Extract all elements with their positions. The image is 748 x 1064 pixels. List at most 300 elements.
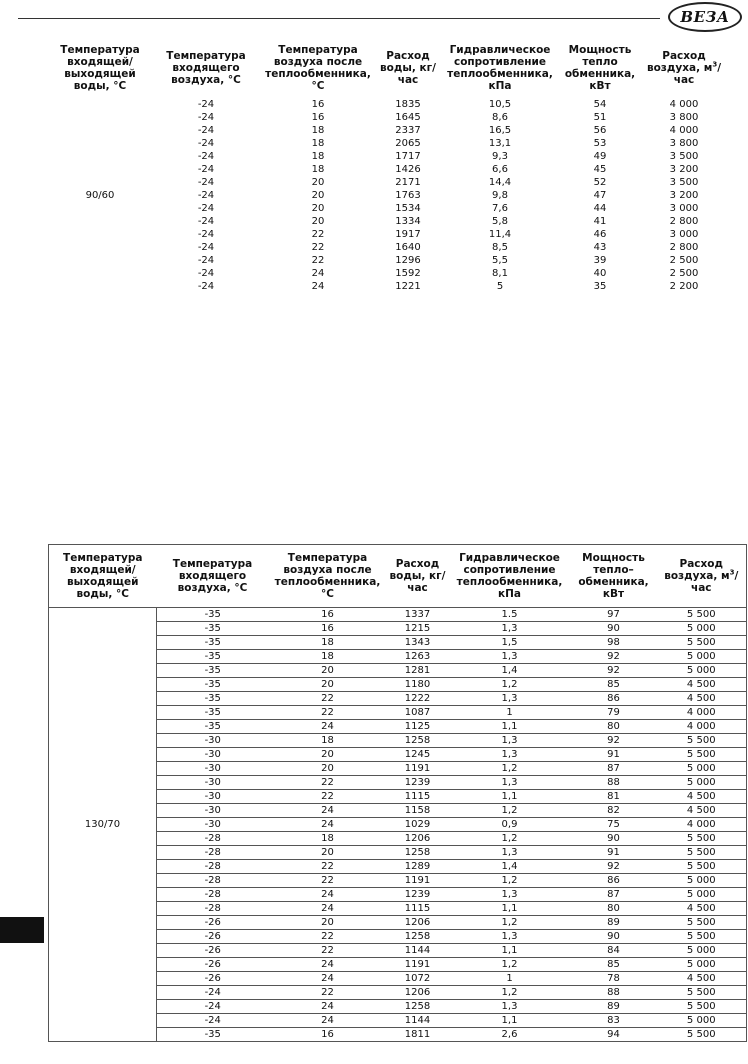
table-cell: 1263	[387, 650, 449, 664]
table-cell: 94	[571, 1028, 657, 1042]
table-cell: 4 500	[657, 692, 747, 706]
table-cell: 5 500	[657, 748, 747, 762]
table-cell: 1289	[387, 860, 449, 874]
table-cell: 90	[571, 930, 657, 944]
table-cell: 1811	[387, 1028, 449, 1042]
table-cell: 9,3	[492, 151, 508, 162]
table-cell: -35	[157, 720, 269, 734]
table-cell: 5 500	[657, 930, 747, 944]
table-cell: -35	[157, 1028, 269, 1042]
table-cell: 5 500	[657, 832, 747, 846]
table-cell: 18	[269, 636, 387, 650]
table-cell: 18	[269, 650, 387, 664]
table-cell: 5 000	[657, 1014, 747, 1028]
table-cell: 1158	[387, 804, 449, 818]
heat-exchanger-table-90-60	[48, 38, 728, 293]
table-cell: -24	[197, 203, 215, 214]
table-row	[48, 98, 728, 111]
table-cell: -24	[197, 281, 215, 292]
table-cell: 18	[269, 832, 387, 846]
table-cell: -28	[157, 846, 269, 860]
table-cell: 1,1	[449, 790, 571, 804]
table2-header-row	[49, 545, 747, 608]
table-cell: -24	[197, 125, 215, 136]
table-cell: -30	[157, 762, 269, 776]
table-cell: 41	[593, 216, 607, 227]
table-cell: 88	[571, 986, 657, 1000]
table-cell: 5 000	[657, 888, 747, 902]
table-cell: 5 500	[657, 608, 747, 622]
table-cell: 22	[269, 986, 387, 1000]
table-cell: 20	[311, 216, 325, 227]
table-cell: 4 000	[657, 720, 747, 734]
table-cell: -24	[157, 986, 269, 1000]
table-cell: 91	[571, 748, 657, 762]
column-header: Температура входящей/ выходящей воды, °С	[49, 545, 157, 608]
table-cell: 16	[311, 112, 325, 123]
table-cell: 1144	[387, 1014, 449, 1028]
table-cell: 1180	[387, 678, 449, 692]
column-header: Расход воды, кг/час	[380, 50, 436, 86]
table-cell: 40	[593, 268, 607, 279]
table-cell: 80	[571, 720, 657, 734]
table-cell: 1206	[387, 916, 449, 930]
table-cell: -24	[197, 255, 215, 266]
table-cell: 4 500	[657, 902, 747, 916]
table-cell: 1,3	[449, 888, 571, 902]
table-cell: 22	[269, 692, 387, 706]
table-cell: 22	[311, 242, 325, 253]
heat-exchanger-table-130-70	[48, 544, 747, 1042]
table-cell: 5 500	[657, 636, 747, 650]
table-cell: 24	[269, 972, 387, 986]
table-cell: 20	[311, 190, 325, 201]
table-cell: -35	[157, 650, 269, 664]
table-cell: -35	[157, 692, 269, 706]
table-cell: 44	[593, 203, 607, 214]
table-cell: 16	[269, 608, 387, 622]
table-cell: 5 000	[657, 650, 747, 664]
table-cell: 97	[571, 608, 657, 622]
table-cell: 1,2	[449, 832, 571, 846]
table-cell: 1917	[395, 229, 421, 240]
table-cell: 24	[269, 1000, 387, 1014]
table-cell: 1087	[387, 706, 449, 720]
table-cell: -28	[157, 902, 269, 916]
table-cell: 1,3	[449, 930, 571, 944]
table-cell: 1,2	[449, 874, 571, 888]
table-cell: 3 200	[669, 190, 699, 201]
table-cell: 22	[269, 930, 387, 944]
table-cell: 1,3	[449, 692, 571, 706]
table-cell: 39	[593, 255, 607, 266]
table-cell: -24	[197, 268, 215, 279]
table-cell: 88	[571, 776, 657, 790]
column-header: Гидравлическое сопротивление теплообменника, кПа	[449, 545, 571, 608]
table-cell: -26	[157, 930, 269, 944]
water-temperature-group: 90/60	[85, 190, 115, 201]
table-cell: 49	[593, 151, 607, 162]
column-header: Расход воды, кг/час	[387, 545, 449, 608]
table-cell: 3 000	[669, 203, 699, 214]
veza-logo: ВЕЗА	[668, 2, 742, 32]
column-header: Температура воздуха после теплообменника, °С	[269, 545, 387, 608]
table-cell: 4 500	[657, 790, 747, 804]
table-cell: 1191	[387, 958, 449, 972]
table-cell: 3 500	[669, 177, 699, 188]
column-header: Мощность тепло– обменника, кВт	[571, 545, 657, 608]
table-cell: 3 500	[669, 151, 699, 162]
table-cell: 82	[571, 804, 657, 818]
table-cell: 91	[571, 846, 657, 860]
table-cell: 92	[571, 650, 657, 664]
table-cell: 85	[571, 958, 657, 972]
table-cell: -24	[197, 138, 215, 149]
table-cell: 1072	[387, 972, 449, 986]
table-cell: 5 000	[657, 762, 747, 776]
table-cell: 20	[269, 916, 387, 930]
table-cell: 52	[593, 177, 607, 188]
table-cell: 1343	[387, 636, 449, 650]
table-cell: 90	[571, 622, 657, 636]
table-cell: 1,2	[449, 986, 571, 1000]
table-cell: 1645	[395, 112, 421, 123]
table-cell: -30	[157, 818, 269, 832]
table-cell: 35	[593, 281, 607, 292]
column-header: Температура входящей/ выходящей воды, °С	[60, 44, 140, 92]
table-cell: 8,5	[492, 242, 508, 253]
table-cell: 1,1	[449, 720, 571, 734]
table-cell: 89	[571, 1000, 657, 1014]
table-cell: 1,3	[449, 622, 571, 636]
table-cell: 80	[571, 902, 657, 916]
table-cell: -35	[157, 636, 269, 650]
table-cell: 47	[593, 190, 607, 201]
table-cell: 1,3	[449, 734, 571, 748]
table-cell: -30	[157, 776, 269, 790]
column-header: Температура воздуха после теплообменника, °С	[265, 44, 371, 92]
table-cell: 1,1	[449, 902, 571, 916]
table-cell: -30	[157, 734, 269, 748]
table-cell: -30	[157, 790, 269, 804]
table-cell: 3 200	[669, 164, 699, 175]
table-cell: 1191	[387, 874, 449, 888]
table-cell: 7,6	[492, 203, 508, 214]
table-cell: 18	[269, 734, 387, 748]
table-cell: 8,1	[492, 268, 508, 279]
table-cell: 0,9	[449, 818, 571, 832]
table-cell: 2 800	[669, 242, 699, 253]
column-header: Гидравлическое сопротивление теплообменника, кПа	[447, 44, 553, 92]
table-cell: 1,2	[449, 804, 571, 818]
table-cell: 89	[571, 916, 657, 930]
table-cell: 1191	[387, 762, 449, 776]
table-cell: -24	[197, 190, 215, 201]
table-cell: -35	[157, 664, 269, 678]
table-cell: -28	[157, 874, 269, 888]
table-cell: 1534	[395, 203, 421, 214]
table-cell: 1258	[387, 1000, 449, 1014]
table-cell: 24	[269, 888, 387, 902]
column-header: Расход воздуха, $м^3$/час	[646, 50, 722, 86]
table-cell: 4 500	[657, 972, 747, 986]
table-cell: 5,5	[492, 255, 508, 266]
table-cell: 16	[269, 622, 387, 636]
table-cell: -28	[157, 888, 269, 902]
table-cell: 92	[571, 860, 657, 874]
table-cell: 86	[571, 692, 657, 706]
table-cell: 1296	[395, 255, 421, 266]
table-cell: 1115	[387, 902, 449, 916]
table-cell: 24	[311, 281, 325, 292]
table-cell: 22	[269, 944, 387, 958]
table-cell: 24	[269, 902, 387, 916]
table-cell: 5 500	[657, 1000, 747, 1014]
table-cell: 1222	[387, 692, 449, 706]
table-cell: -24	[197, 242, 215, 253]
table-cell: 5 000	[657, 958, 747, 972]
table-cell: 2 500	[669, 255, 699, 266]
table-cell: -35	[157, 706, 269, 720]
table-cell: 2171	[395, 177, 421, 188]
table-cell: 1,5	[449, 636, 571, 650]
table-cell: -24	[197, 164, 215, 175]
table-cell: 22	[269, 776, 387, 790]
table-cell: 20	[269, 664, 387, 678]
table-cell: 79	[571, 706, 657, 720]
table-cell: -24	[197, 177, 215, 188]
table-cell: 1258	[387, 734, 449, 748]
table1-header-row	[48, 38, 728, 98]
table-cell: 18	[311, 164, 325, 175]
table-cell: 45	[593, 164, 607, 175]
table-cell: 1592	[395, 268, 421, 279]
table-cell: 18	[311, 138, 325, 149]
table-cell: 1258	[387, 930, 449, 944]
column-header: Температура входящего воздуха, °С	[157, 545, 269, 608]
column-header: Температура входящего воздуха, °С	[166, 50, 246, 86]
table-cell: 24	[269, 720, 387, 734]
table-cell: 56	[593, 125, 607, 136]
header-rule	[18, 18, 660, 19]
table-cell: 90	[571, 832, 657, 846]
table-cell: 1281	[387, 664, 449, 678]
table-cell: -30	[157, 804, 269, 818]
table-cell: 9,8	[492, 190, 508, 201]
table-cell: 1,3	[449, 1000, 571, 1014]
table-cell: 16,5	[488, 125, 512, 136]
table-cell: 85	[571, 678, 657, 692]
table-cell: 13,1	[488, 138, 512, 149]
table-cell: 4 000	[669, 99, 699, 110]
table-cell: 98	[571, 636, 657, 650]
table-cell: 1,4	[449, 860, 571, 874]
table-cell: -24	[197, 216, 215, 227]
table-cell: 1426	[395, 164, 421, 175]
table-cell: 87	[571, 888, 657, 902]
table-cell: 4 500	[657, 804, 747, 818]
table-cell: 1835	[395, 99, 421, 110]
table-cell: 24	[311, 268, 325, 279]
table-cell: 1206	[387, 986, 449, 1000]
table-cell: -26	[157, 916, 269, 930]
table-cell: 4 000	[657, 706, 747, 720]
column-header: Расход воздуха, $м^3$/час	[657, 545, 747, 608]
table-cell: -35	[157, 678, 269, 692]
table-cell: 22	[269, 706, 387, 720]
table-cell: 2065	[395, 138, 421, 149]
table-cell: 18	[311, 151, 325, 162]
table-cell: 46	[593, 229, 607, 240]
table-cell: 16	[269, 1028, 387, 1042]
table-cell: 8,6	[492, 112, 508, 123]
table-cell: 24	[269, 958, 387, 972]
column-header: Мощность тепло обменника, кВт	[564, 44, 636, 92]
table-cell: 3 000	[669, 229, 699, 240]
table-cell: -24	[157, 1014, 269, 1028]
table-cell: 5 500	[657, 986, 747, 1000]
table-row	[49, 608, 747, 622]
table-cell: 1,1	[449, 944, 571, 958]
table-cell: 87	[571, 762, 657, 776]
table-cell: 22	[269, 874, 387, 888]
table1-body	[48, 98, 728, 293]
table-cell: 1239	[387, 888, 449, 902]
table-cell: -26	[157, 972, 269, 986]
table-cell: 5,8	[492, 216, 508, 227]
table-cell: 20	[311, 203, 325, 214]
table-cell: 1,4	[449, 664, 571, 678]
table-cell: -24	[197, 229, 215, 240]
table-cell: 5 500	[657, 916, 747, 930]
table-cell: 20	[311, 177, 325, 188]
table-cell: 1.5	[449, 608, 571, 622]
table-cell: 10,5	[488, 99, 512, 110]
table-cell: 11,4	[488, 229, 512, 240]
table-cell: 1334	[395, 216, 421, 227]
table-cell: -26	[157, 958, 269, 972]
table-cell: 1,2	[449, 678, 571, 692]
table-cell: 2 800	[669, 216, 699, 227]
table-cell: 1,3	[449, 650, 571, 664]
table-cell: -28	[157, 860, 269, 874]
table-cell: 81	[571, 790, 657, 804]
table-cell: 2337	[395, 125, 421, 136]
table-cell: 1221	[395, 281, 421, 292]
table-cell: 5 500	[657, 1028, 747, 1042]
table-cell: 2 500	[669, 268, 699, 279]
table-cell: 1,3	[449, 776, 571, 790]
table-cell: 51	[593, 112, 607, 123]
table-cell: 1	[449, 972, 571, 986]
table-cell: 5 000	[657, 664, 747, 678]
table-cell: 5 000	[657, 622, 747, 636]
table-cell: 4 500	[657, 678, 747, 692]
table-cell: 1,2	[449, 916, 571, 930]
table-cell: 22	[311, 229, 325, 240]
table-cell: 54	[593, 99, 607, 110]
table-cell: 6,6	[492, 164, 508, 175]
table-cell: 92	[571, 734, 657, 748]
table-cell: 3 800	[669, 112, 699, 123]
table-cell: 43	[593, 242, 607, 253]
table-cell: 84	[571, 944, 657, 958]
table-cell: 24	[269, 804, 387, 818]
table-cell: 24	[269, 1014, 387, 1028]
table-cell: 1206	[387, 832, 449, 846]
table-cell: 75	[571, 818, 657, 832]
table-cell: -35	[157, 622, 269, 636]
table-cell: 20	[269, 748, 387, 762]
table-cell: 20	[269, 846, 387, 860]
table-cell: 1029	[387, 818, 449, 832]
table-cell: 1,2	[449, 762, 571, 776]
table-cell: 1	[449, 706, 571, 720]
table-cell: 2 200	[669, 281, 699, 292]
table-cell: 5 500	[657, 860, 747, 874]
table-cell: 1258	[387, 846, 449, 860]
table-cell: 5 500	[657, 734, 747, 748]
table-cell: 2,6	[449, 1028, 571, 1042]
table-cell: 1640	[395, 242, 421, 253]
table-cell: 1,1	[449, 1014, 571, 1028]
table-cell: 92	[571, 664, 657, 678]
table-cell: 83	[571, 1014, 657, 1028]
table-cell: 5 500	[657, 846, 747, 860]
table-cell: 1337	[387, 608, 449, 622]
table-cell: 22	[269, 790, 387, 804]
table-cell: 1144	[387, 944, 449, 958]
table-cell: 4 000	[669, 125, 699, 136]
table-cell: 18	[311, 125, 325, 136]
table-cell: 20	[269, 678, 387, 692]
table-cell: -28	[157, 832, 269, 846]
table-cell: 78	[571, 972, 657, 986]
table-cell: 4 000	[657, 818, 747, 832]
table-cell: -26	[157, 944, 269, 958]
table-cell: 24	[269, 818, 387, 832]
table-cell: 1,3	[449, 846, 571, 860]
table-cell: -30	[157, 748, 269, 762]
table-cell: 86	[571, 874, 657, 888]
page-side-tab	[0, 917, 44, 943]
table-cell: 1,3	[449, 748, 571, 762]
table-cell: 5 000	[657, 776, 747, 790]
table-cell: -24	[157, 1000, 269, 1014]
table-cell: 22	[311, 255, 325, 266]
table2-body	[49, 608, 747, 1042]
table-cell: 1245	[387, 748, 449, 762]
table-cell: 1125	[387, 720, 449, 734]
table-cell: 14,4	[488, 177, 512, 188]
table-cell: 5 000	[657, 944, 747, 958]
table-cell: 20	[269, 762, 387, 776]
table-cell: 1115	[387, 790, 449, 804]
water-temperature-group: 130/70	[49, 608, 157, 1042]
table-cell: 1717	[395, 151, 421, 162]
table-cell: 5 000	[657, 874, 747, 888]
table-cell: 1239	[387, 776, 449, 790]
table-cell: 1215	[387, 622, 449, 636]
table-cell: -24	[197, 112, 215, 123]
table-cell: 53	[593, 138, 607, 149]
table-cell: 3 800	[669, 138, 699, 149]
table-cell: 16	[311, 99, 325, 110]
table-cell: -35	[157, 608, 269, 622]
table-cell: 22	[269, 860, 387, 874]
table-cell: 1763	[395, 190, 421, 201]
table-cell: 1,2	[449, 958, 571, 972]
